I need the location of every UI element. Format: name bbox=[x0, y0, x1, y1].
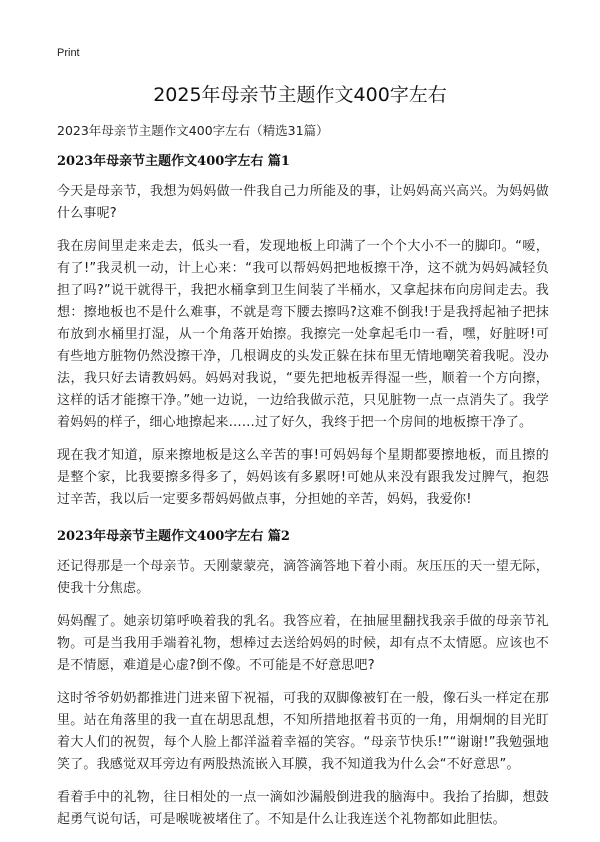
paragraph: 妈妈醒了。她亲切第呼唤着我的乳名。我答应着，在抽屉里翻找我亲手做的母亲节礼物。可是当我用手端着礼物，想棒过去送给妈妈的时候，却有点不太情愿。应该也不是不情愿，难道是心虚?倒不像。不可能是不好意思吧? bbox=[57, 614, 549, 673]
paragraph: 今天是母亲节，我想为妈妈做一件我自己力所能及的事，让妈妈高兴高兴。为妈妈做什么事呢? bbox=[57, 184, 549, 221]
paragraph: 我在房间里走来走去，低头一看，发现地板上印满了一个个大小不一的脚印。“嗳，有了!”我灵机一动，计上心来：“我可以帮妈妈把地板擦干净，这不就为妈妈减轻负担了吗?”说干就得干，我把水桶拿到卫生间装了半桶水，又拿起抹布向房间走去。我想：擦地板也不是什么难事，不就是弯下腰去擦吗?这难不倒我!于是我捋起袖子把抹布放到水桶里打湿，从一个角落开始擦。我擦完一处拿起毛巾一看，嘿，好脏呀!可有些地方脏物仍然没擦干净，几根调皮的头发正躲在抹布里无情地嘲笑着我呢。没办法，我只好去请教妈妈。妈妈对我说，“要先把地板弄得湿一些，顺着一个方向擦，这样的话才能擦干净。”她一边说，一边给我做示范，只见脏物一点一点消失了。我学着妈妈的样子，细心地擦起来……过了好久，我终于把一个房间的地板擦干净了。 bbox=[57, 239, 549, 430]
section-heading: 2023年母亲节主题作文400字左右 篇1 bbox=[57, 154, 290, 169]
page-subtitle: 2023年母亲节主题作文400字左右（精选31篇） bbox=[57, 123, 329, 138]
paragraph: 还记得那是一个母亲节。天刚蒙蒙亮，滴答滴答地下着小雨。灰压压的天一望无际，使我十分焦虑。 bbox=[57, 559, 549, 596]
page-title: 2025年母亲节主题作文400字左右 bbox=[153, 84, 447, 106]
essay-section-2 bbox=[57, 525, 549, 831]
paragraph: 这时爷爷奶奶都推进门进来留下祝福，可我的双脚像被钉在一般，像石头一样定在那里。站在角落里的我一直在胡思乱想，不知所措地抠着书页的一角，用炯炯的目光盯着大人们的祝贺，每个人脸上都洋溢着幸福的笑容。“母亲节快乐!”“谢谢!”我勉强地笑了。我感觉双耳旁边有两股热流嵌入耳膜，我不知道我为什么会“不好意思”。 bbox=[57, 691, 549, 772]
article-body bbox=[57, 150, 549, 842]
essay-section-1 bbox=[57, 150, 549, 511]
paragraph: 看着手中的礼物，往日相处的一点一滴如沙漏般倒进我的脑海中。我抬了抬脚，想鼓起勇气说句话，可是喉咙被堵住了。不知是什么让我连送个礼物都如此胆怯。 bbox=[57, 790, 549, 827]
print-label: Print bbox=[57, 47, 80, 59]
section-heading: 2023年母亲节主题作文400字左右 篇2 bbox=[57, 529, 290, 544]
paragraph: 现在我才知道，原来擦地板是这么辛苦的事!可妈妈每个星期都要擦地板，而且擦的是整个家，比我要擦多得多了，妈妈该有多累呀!可她从来没有跟我发过脾气，抱怨过辛苦，我以后一定要多帮妈妈做点事，分担她的辛苦，妈妈，我爱你! bbox=[57, 448, 549, 507]
